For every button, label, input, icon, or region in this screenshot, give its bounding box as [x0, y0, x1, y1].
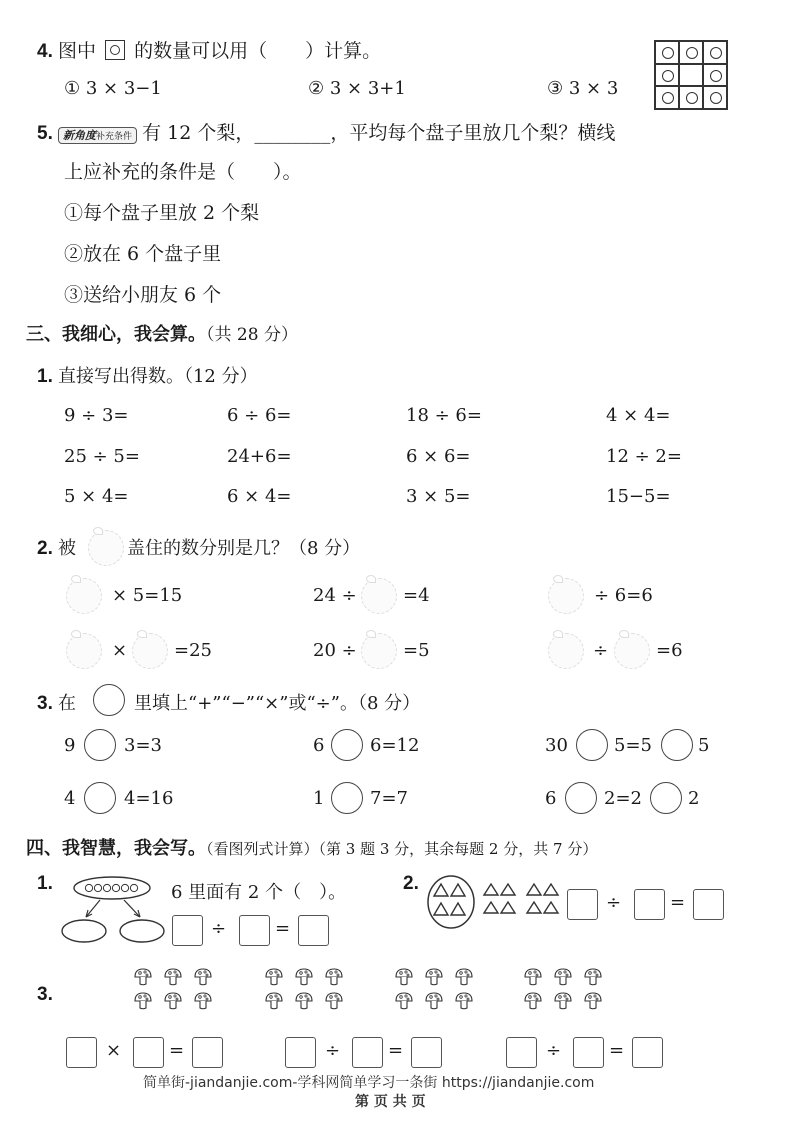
mushroom-icon — [294, 968, 314, 986]
mushroom-icon — [454, 992, 474, 1010]
circle-grid-figure — [654, 40, 728, 110]
apple-blank[interactable] — [548, 633, 584, 669]
q4-option-2[interactable]: ② 3 × 3+1 — [308, 78, 406, 99]
s3-q3-e-post: 7=7 — [370, 788, 408, 809]
mushroom-icon — [424, 992, 444, 1010]
circle-icon — [662, 70, 674, 82]
division-sign: ÷ — [211, 918, 227, 939]
operator-blank[interactable] — [84, 782, 116, 814]
calc-item: 25 ÷ 5= — [64, 446, 140, 467]
answer-box[interactable] — [192, 1037, 223, 1068]
q4-text-after: 的数量可以用（ ）计算。 — [134, 40, 382, 62]
apple-blank[interactable] — [66, 578, 102, 614]
q5-number: 5. — [37, 123, 53, 144]
mushroom-icon — [163, 992, 183, 1010]
answer-box[interactable] — [506, 1037, 537, 1068]
calc-item: 6 ÷ 6= — [227, 405, 292, 426]
mushroom-icon — [523, 968, 543, 986]
apple-blank[interactable] — [361, 633, 397, 669]
mushroom-icon — [583, 992, 603, 1010]
calc-item: 12 ÷ 2= — [606, 446, 682, 467]
s3-q2-item-d-mid: × — [112, 640, 128, 661]
s3-q3-d-post: 4=16 — [124, 788, 174, 809]
operator-blank[interactable] — [331, 729, 363, 761]
operator-blank[interactable] — [84, 729, 116, 761]
calc-item: 24+6= — [227, 446, 292, 467]
s3-q3-b-post: 6=12 — [370, 735, 420, 756]
s3-q3-e-pre: 1 — [313, 788, 325, 809]
answer-box[interactable] — [285, 1037, 316, 1068]
s3-q2-item-d-post: =25 — [174, 640, 212, 661]
s3-q2-item-f-post: =6 — [656, 640, 683, 661]
mushroom-icon — [163, 968, 183, 986]
q4 — [37, 36, 381, 63]
s3-q2-item-e-post: =5 — [403, 640, 430, 661]
equals-sign: = — [609, 1040, 625, 1061]
circle-icon — [662, 47, 674, 59]
apple-blank[interactable] — [548, 578, 584, 614]
circle-icon — [93, 684, 125, 716]
operator-blank[interactable] — [331, 782, 363, 814]
s3-q3-a-post: 3=3 — [124, 735, 162, 756]
s3-q3-c-pre: 30 — [545, 735, 568, 756]
q5-option-2[interactable]: ②放在 6 个盘子里 — [64, 243, 222, 265]
s3-q3-f-pre: 6 — [545, 788, 557, 809]
answer-box[interactable] — [66, 1037, 97, 1068]
mushroom-icon — [193, 968, 213, 986]
answer-box[interactable] — [573, 1037, 604, 1068]
s3-q2-item-b-pre: 24 ÷ — [313, 585, 357, 606]
answer-box[interactable] — [298, 915, 329, 946]
apple-blank[interactable] — [361, 578, 397, 614]
mushroom-icon — [553, 968, 573, 986]
operator-blank[interactable] — [650, 782, 682, 814]
apple-icon — [88, 530, 124, 566]
equals-sign: = — [670, 892, 686, 913]
answer-box[interactable] — [693, 889, 724, 920]
section-3-title: 三、我细心，我会算。 — [26, 324, 206, 345]
section-3-heading — [26, 320, 298, 346]
mushroom-icon — [133, 992, 153, 1010]
s3-q3-heading — [37, 689, 76, 715]
answer-box[interactable] — [411, 1037, 442, 1068]
s3-q2-item-b-post: =4 — [403, 585, 430, 606]
apple-blank[interactable] — [132, 633, 168, 669]
s3-q3-d-pre: 4 — [64, 788, 76, 809]
s3-q3-b-pre: 6 — [313, 735, 325, 756]
mushroom-icon — [523, 992, 543, 1010]
mushroom-icon — [294, 992, 314, 1010]
badge-main: 新角度 — [62, 129, 96, 142]
section-4-title: 四、我智慧，我会写。 — [26, 838, 206, 859]
answer-box[interactable] — [634, 889, 665, 920]
s3-q2-number: 2. — [37, 538, 53, 559]
mushroom-icon — [264, 992, 284, 1010]
badge-sub: 补充条件 — [95, 132, 132, 142]
mushroom-icon — [324, 992, 344, 1010]
equals-sign: = — [388, 1040, 404, 1061]
footer-page: 第 页 共 页 — [355, 1094, 426, 1110]
s3-q3-a-pre: 9 — [64, 735, 76, 756]
q4-text-before: 图中 — [57, 40, 96, 62]
q5-line2: 上应补充的条件是（ ）。 — [64, 161, 302, 183]
multiply-sign: × — [106, 1040, 122, 1061]
operator-blank[interactable] — [576, 729, 608, 761]
apple-blank[interactable] — [614, 633, 650, 669]
circle-icon — [686, 92, 698, 104]
mushroom-icon — [553, 992, 573, 1010]
q5-option-3[interactable]: ③送给小朋友 6 个 — [64, 284, 222, 306]
s3-q2-item-a: × 5=15 — [112, 585, 183, 606]
s3-q3-c-mid: 5=5 — [614, 735, 652, 756]
apple-blank[interactable] — [66, 633, 102, 669]
q5-line1: 有 12 个梨，________，平均每个盘子里放几个梨？横线 — [142, 122, 616, 144]
s3-q2-item-f-mid: ÷ — [593, 640, 609, 661]
s3-q2-text-after: 盖住的数分别是几？（8 分） — [127, 538, 361, 559]
s4-q2-number: 2. — [403, 873, 419, 894]
division-sign: ÷ — [325, 1040, 341, 1061]
calc-item: 6 × 4= — [227, 486, 292, 507]
s3-q2-heading — [37, 534, 76, 560]
equals-sign: = — [169, 1040, 185, 1061]
s3-q3-number: 3. — [37, 693, 53, 714]
q4-option-3[interactable]: ③ 3 × 3 — [547, 78, 619, 99]
s3-q2-item-c: ÷ 6=6 — [594, 585, 653, 606]
s4-q3-number: 3. — [37, 984, 53, 1005]
mushroom-icon — [424, 968, 444, 986]
section-3-score: （共 28 分） — [206, 325, 298, 345]
triangles-figure — [426, 874, 566, 930]
mushroom-icon — [454, 968, 474, 986]
circle-icon — [686, 47, 698, 59]
calc-item: 3 × 5= — [406, 486, 471, 507]
s3-q3-f-mid: 2=2 — [604, 788, 642, 809]
footer-source: 简单街-jiandanjie.com-学科网简单学习一条街 https://jiandanjie.com — [143, 1075, 595, 1091]
answer-box[interactable] — [133, 1037, 164, 1068]
s3-q3-text-before: 在 — [57, 693, 76, 714]
q5-option-1[interactable]: ①每个盘子里放 2 个梨 — [64, 202, 260, 224]
circle-square-icon — [105, 40, 125, 60]
section-4-score: （看图列式计算）（第 3 题 3 分，其余每题 2 分，共 7 分） — [206, 840, 598, 858]
mushroom-icon — [583, 968, 603, 986]
section-4-heading — [26, 834, 597, 860]
s3-q3-text-after: 里填上“+”“−”“×”或“÷”。（8 分） — [134, 693, 421, 714]
circle-icon — [710, 92, 722, 104]
new-angle-badge — [58, 127, 137, 144]
answer-box[interactable] — [172, 915, 203, 946]
circle-icon — [710, 70, 722, 82]
s3-q3-c-post: 5 — [698, 735, 710, 756]
mushroom-icon — [193, 992, 213, 1010]
circle-icon — [710, 47, 722, 59]
s3-q3-f-post: 2 — [688, 788, 700, 809]
division-sign: ÷ — [546, 1040, 562, 1061]
calc-item: 9 ÷ 3= — [64, 405, 129, 426]
calc-item: 6 × 6= — [406, 446, 471, 467]
s3-q1-title: 直接写出得数。（12 分） — [57, 366, 258, 387]
q4-option-1[interactable]: ① 3 × 3−1 — [64, 78, 162, 99]
mushroom-icon — [133, 968, 153, 986]
answer-box[interactable] — [239, 915, 270, 946]
circle-icon — [662, 92, 674, 104]
operator-blank[interactable] — [565, 782, 597, 814]
answer-box[interactable] — [567, 889, 598, 920]
calc-item: 18 ÷ 6= — [406, 405, 482, 426]
calc-item: 4 × 4= — [606, 405, 671, 426]
s3-q1-number: 1. — [37, 366, 53, 387]
s3-q2-item-e-pre: 20 ÷ — [313, 640, 357, 661]
s4-q1-number: 1. — [37, 873, 53, 894]
equals-sign: = — [275, 918, 291, 939]
q4-number: 4. — [37, 41, 53, 62]
mushroom-icon — [394, 968, 414, 986]
s4-q1-text: 6 里面有 2 个（ ）。 — [171, 882, 347, 903]
split-figure — [60, 873, 170, 945]
q5 — [37, 118, 615, 145]
answer-box[interactable] — [352, 1037, 383, 1068]
answer-box[interactable] — [632, 1037, 663, 1068]
mushroom-icon — [324, 968, 344, 986]
operator-blank[interactable] — [661, 729, 693, 761]
mushroom-icon — [264, 968, 284, 986]
calc-item: 5 × 4= — [64, 486, 129, 507]
s3-q2-text-before: 被 — [57, 538, 76, 559]
s3-q1-heading — [37, 362, 258, 388]
division-sign: ÷ — [606, 892, 622, 913]
mushroom-icon — [394, 992, 414, 1010]
calc-item: 15−5= — [606, 486, 671, 507]
